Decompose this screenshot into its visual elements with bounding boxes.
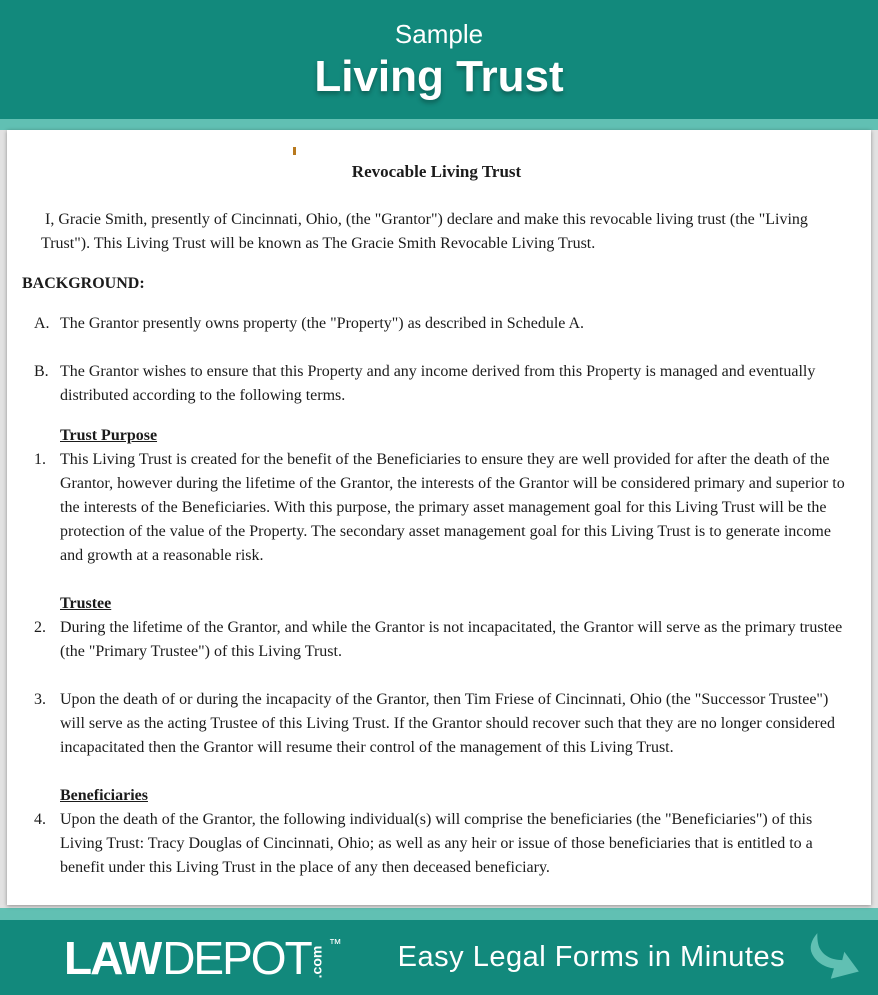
- item-marker: 3.: [34, 691, 46, 708]
- cursor-tick-mark: [293, 147, 296, 155]
- lettered-item-b: [22, 360, 851, 408]
- logo-law-text: LAW: [64, 931, 161, 984]
- item-marker: 1.: [34, 451, 46, 468]
- header-accent-strip: [0, 119, 878, 130]
- item-text: Upon the death of or during the incapacity of the Grantor, then Tim Friese of Cincinnati, Ohio (the "Successor Trustee") will serve as the acting Trustee of this Living Trust. If the Grantor should recover such that they are no longer considered incapacitated then the Grantor will resume their control of the management of this Living Trust.: [60, 691, 835, 756]
- background-heading: BACKGROUND:: [22, 275, 145, 292]
- numbered-item-1: [22, 448, 851, 568]
- item-marker: 2.: [34, 619, 46, 636]
- header-banner: [0, 0, 878, 119]
- footer-banner: [0, 920, 878, 995]
- trademark-symbol: ™: [328, 935, 342, 951]
- sample-label: Sample: [394, 19, 484, 49]
- section-heading-trust-purpose: Trust Purpose: [60, 427, 158, 444]
- intro-paragraph: I, Gracie Smith, presently of Cincinnati, Ohio, (the "Grantor") declare and make this revocable living trust (the "Living Trust"). This Living Trust will be known as The Gracie Smith Revocable Living Trust.: [41, 211, 808, 252]
- numbered-item-3: [22, 688, 851, 760]
- item-marker: A.: [34, 315, 50, 332]
- lettered-item-a: [22, 312, 851, 336]
- page-title: Living Trust: [314, 52, 564, 101]
- item-text: The Grantor wishes to ensure that this Property and any income derived from this Property is managed and eventually distributed according to the following terms.: [60, 363, 816, 404]
- item-text: This Living Trust is created for the benefit of the Beneficiaries to ensure they are well provided for after the death of the Grantor, however during the lifetime of the Grantor, the interests of the Grantor will be considered primary and superior to the interests of the Beneficiaries. With this purpose, the primary asset management goal for this Living Trust will be the protection of the value of the Property. The secondary asset management goal for this Living Trust is to generate income and growth at a reasonable risk.: [60, 451, 845, 564]
- footer-accent-strip: [0, 908, 878, 920]
- numbered-item-4: [22, 808, 851, 880]
- logo-com-text: .com: [308, 945, 325, 978]
- curved-arrow-icon: [808, 931, 864, 985]
- logo-com-wrap: [308, 935, 329, 981]
- document-page: [7, 130, 871, 905]
- numbered-item-2: [22, 616, 851, 664]
- item-text: During the lifetime of the Grantor, and while the Grantor is not incapacitated, the Grantor will serve as the primary trustee (the "Primary Trustee") of this Living Trust.: [60, 619, 843, 660]
- document-title: Revocable Living Trust: [351, 162, 522, 181]
- section-heading-trustee: Trustee: [60, 595, 112, 612]
- item-text: Upon the death of the Grantor, the following individual(s) will comprise the beneficiaries (the "Beneficiaries") of this Living Trust: Tracy Douglas of Cincinnati, Ohio; as well as any heir or issue of those beneficiaries that is entitled to a benefit under this Living Trust in the place of any then deceased beneficiary.: [60, 811, 813, 876]
- item-marker: B.: [34, 363, 49, 380]
- logo-depot-text: DEPOT: [162, 931, 311, 984]
- lawdepot-logo: [64, 931, 342, 984]
- footer-tagline: Easy Legal Forms in Minutes: [397, 941, 786, 973]
- item-text: The Grantor presently owns property (the "Property") as described in Schedule A.: [60, 315, 585, 332]
- section-heading-beneficiaries: Beneficiaries: [60, 787, 148, 804]
- item-marker: 4.: [34, 811, 46, 828]
